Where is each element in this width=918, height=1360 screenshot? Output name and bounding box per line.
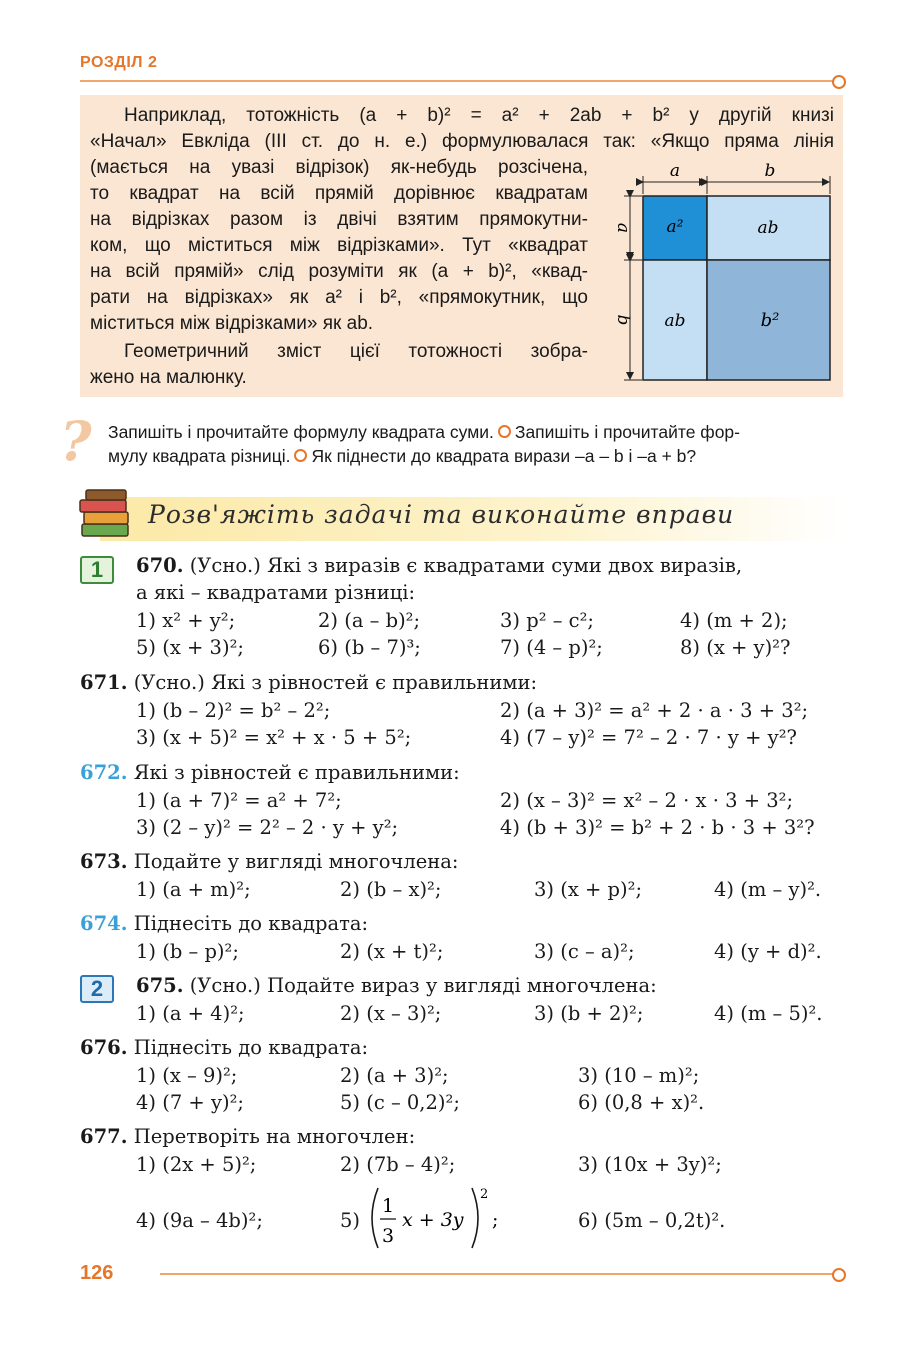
- exercise-674-head: [80, 910, 368, 937]
- fraction-exponent: 2: [480, 1187, 489, 1202]
- page-number: 126: [80, 1262, 114, 1284]
- answer-item: 4) (7 – y)² = 7² – 2 · 7 · y + y²?: [500, 726, 797, 749]
- banner-title: Розв'яжіть задачі та виконайте вправи: [148, 500, 735, 529]
- answer-item: 1) (2x + 5)²;: [136, 1153, 257, 1176]
- answer-item: 1) (a + 7)² = a² + 7²;: [136, 789, 342, 812]
- section-label: РОЗДІЛ 2: [80, 54, 158, 71]
- answer-item: 4) (m – y)².: [714, 878, 822, 901]
- answer-item: 2) (a – b)²;: [318, 609, 421, 632]
- question-line: [108, 444, 696, 469]
- exercise-number: 676.: [80, 1036, 128, 1059]
- answer-item: 3) (b + 2)²;: [534, 1002, 644, 1025]
- answer-item: 3) (2 – y)² = 2² – 2 · y + y²;: [136, 816, 399, 839]
- answer-item: 6) (0,8 + x)².: [578, 1091, 705, 1114]
- question-3: Як піднести до квадрата вирази –a – b і –a + b?: [311, 446, 697, 466]
- exercise-676-head: [80, 1034, 368, 1061]
- cell-label-ab-top: ab: [757, 218, 779, 238]
- exercise-text: Які з рівностей є правильними:: [133, 761, 460, 784]
- cell-label-ab-bottom: ab: [664, 311, 686, 331]
- fraction-numerator: 1: [381, 1195, 395, 1217]
- exercise-number: 672.: [80, 761, 128, 784]
- intro-line: Наприклад, тотожність (a + b)² = a² + 2ab + b² у другій книзі: [124, 105, 834, 126]
- exercise-670-head2: а які – квадратами різниці:: [136, 581, 416, 604]
- intro-line: на всій прямій» слід розуміти як (a + b)², «квад-: [90, 261, 588, 282]
- answer-item: 3) (x + p)²;: [534, 878, 643, 901]
- intro-line: (мається на увазі відрізок) як-небудь розсічена,: [90, 157, 588, 178]
- intro-line: рати на відрізках» як a² і b², «прямокутник, що: [90, 287, 588, 308]
- intro-line: то квадрат на всій прямій дорівнює квадратам: [90, 183, 588, 204]
- label-a-top: a: [669, 161, 681, 181]
- exercise-text: Піднесіть до квадрата:: [133, 1036, 369, 1059]
- exercise-677-head: [80, 1123, 415, 1150]
- cell-label-a2: a²: [666, 217, 684, 237]
- intro-line: ком, що міститься між відрізками». Тут «квадрат: [90, 235, 588, 256]
- answer-item: 3) (x + 5)² = x² + x · 5 + 5²;: [136, 726, 412, 749]
- intro-line: «Начал» Евкліда (III ст. до н. е.) формулювалася так: «Якщо пряма лінія: [90, 131, 834, 152]
- bullet-icon: [294, 449, 307, 462]
- answer-item: 2) (7b – 4)²;: [340, 1153, 456, 1176]
- footer-rule: [160, 1273, 834, 1275]
- answer-item: 2) (x – 3)² = x² – 2 · x · 3 + 3²;: [500, 789, 794, 812]
- answer-item: 4) (m + 2);: [680, 609, 788, 632]
- exercise-text: Перетворіть на многочлен:: [133, 1125, 416, 1148]
- books-icon: [78, 488, 134, 540]
- answer-item: 5) (c – 0,2)²;: [340, 1091, 460, 1114]
- question-mark-icon: ?: [60, 409, 92, 473]
- right-paren: [472, 1188, 478, 1248]
- answer-item: 1) (x – 9)²;: [136, 1064, 238, 1087]
- answer-item: 5): [340, 1209, 361, 1232]
- answer-item: 2) (a + 3)² = a² + 2 · a · 3 + 3²;: [500, 699, 809, 722]
- exercise-672-head: [80, 759, 460, 786]
- answer-item: 4) (7 + y)²;: [136, 1091, 244, 1114]
- exercise-number: 677.: [80, 1125, 128, 1148]
- question-1: Запишіть і прочитайте формулу квадрата суми.: [108, 422, 494, 442]
- exercise-671-head: [80, 669, 537, 696]
- cell-label-b2: b²: [760, 310, 780, 331]
- header-rule: [80, 80, 834, 82]
- exercise-number: 675.: [136, 974, 184, 997]
- exercise-number: 674.: [80, 912, 128, 935]
- exercise-673-head: [80, 848, 458, 875]
- left-paren: [372, 1188, 378, 1248]
- answer-item: 6) (5m – 0,2t)².: [578, 1209, 726, 1232]
- intro-line: жено на малюнку.: [90, 367, 247, 388]
- label-b-side: b: [613, 314, 633, 326]
- exercise-number: 673.: [80, 850, 128, 873]
- header-ring: [832, 75, 846, 89]
- answer-item: 1) (a + m)²;: [136, 878, 251, 901]
- exercise-675-head: [136, 972, 657, 999]
- exercise-number: 671.: [80, 671, 128, 694]
- answer-item: 1) x² + y²;: [136, 609, 236, 632]
- answer-item: 2) (b – x)²;: [340, 878, 442, 901]
- footer-ring: [832, 1268, 846, 1282]
- answer-item: 3) (10 – m)²;: [578, 1064, 700, 1087]
- answer-item: 3) p² – c²;: [500, 609, 594, 632]
- exercise-670-head: [136, 552, 742, 579]
- answer-item: 7) (4 – p)²;: [500, 636, 603, 659]
- answer-item: 1) (b – p)²;: [136, 940, 239, 963]
- exercise-text: (Усно.) Які з рівностей є правильними:: [133, 671, 538, 694]
- answer-item: 1) (a + 4)²;: [136, 1002, 245, 1025]
- exercise-text: Піднесіть до квадрата:: [133, 912, 369, 935]
- intro-line: Геометричний зміст цієї тотожності зобра-: [124, 341, 588, 362]
- answer-item: 2) (x + t)²;: [340, 940, 444, 963]
- exercise-text: (Усно.) Які з виразів є квадратами суми двох виразів,: [189, 554, 743, 577]
- intro-line: на відрізках разом із двічі взятим прямокутни-: [90, 209, 588, 230]
- answer-item: 3) (c – a)²;: [534, 940, 635, 963]
- bullet-icon: [498, 425, 511, 438]
- label-a-side: a: [613, 222, 633, 234]
- label-b-top: b: [764, 161, 776, 181]
- level-1-badge: 1: [80, 556, 114, 584]
- fraction-denominator: 3: [381, 1225, 395, 1247]
- answer-item: 4) (9a – 4b)²;: [136, 1209, 263, 1232]
- answer-item: 4) (y + d)².: [714, 940, 822, 963]
- exercise-text: (Усно.) Подайте вираз у вигляді многочлена:: [189, 974, 657, 997]
- answer-item: 4) (b + 3)² = b² + 2 · b · 3 + 3²?: [500, 816, 815, 839]
- answer-item: 1) (b – 2)² = b² – 2²;: [136, 699, 331, 722]
- question-2: Запишіть і прочитайте фор-: [514, 422, 740, 442]
- intro-line: міститься між відрізками» як ab.: [90, 313, 374, 334]
- answer-item: 8) (x + y)²?: [680, 636, 791, 659]
- fraction-semicolon: ;: [492, 1209, 499, 1231]
- exercise-number: 670.: [136, 554, 184, 577]
- question-line: [108, 420, 843, 445]
- question-2-cont: мулу квадрата різниці.: [108, 446, 291, 466]
- square-diagram: [600, 160, 840, 390]
- answer-item: 2) (a + 3)²;: [340, 1064, 449, 1087]
- answer-item: 2) (x – 3)²;: [340, 1002, 442, 1025]
- answer-item: 5) (x + 3)²;: [136, 636, 244, 659]
- answer-item: 3) (10x + 3y)²;: [578, 1153, 722, 1176]
- fraction-rest: x + 3y: [402, 1209, 464, 1231]
- fraction-expression: [364, 1182, 504, 1254]
- answer-item: 4) (m – 5)².: [714, 1002, 823, 1025]
- level-2-badge: 2: [80, 975, 114, 1003]
- answer-item: 6) (b – 7)³;: [318, 636, 421, 659]
- exercise-text: Подайте у вигляді многочлена:: [133, 850, 459, 873]
